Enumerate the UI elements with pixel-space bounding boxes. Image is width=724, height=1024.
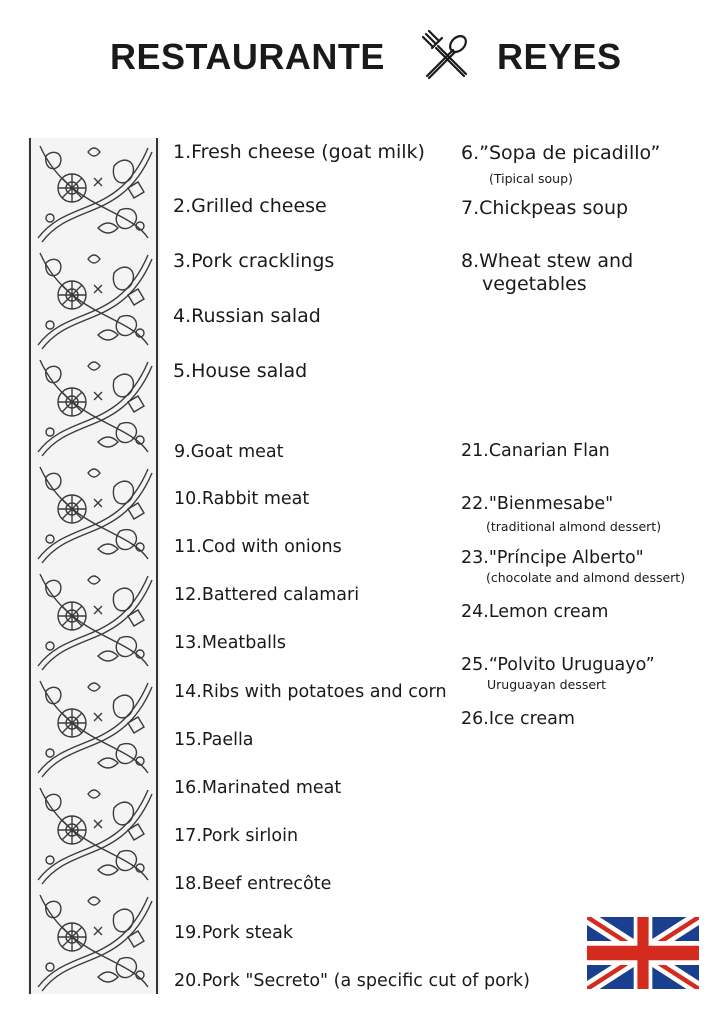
menu-item-8-line2: vegetables (482, 273, 587, 295)
menu-item-15: 15.Paella (174, 730, 254, 750)
menu-item-14: 14.Ribs with potatoes and corn (174, 682, 447, 702)
menu-item-25-note: Uruguayan dessert (487, 677, 607, 692)
menu-item-12: 12.Battered calamari (174, 585, 360, 605)
menu-item-25: 25.“Polvito Uruguayo” (461, 655, 655, 675)
menu-item-24: 24.Lemon cream (461, 602, 609, 622)
menu-item-9: 9.Goat meat (174, 442, 284, 462)
menu-item-8: 8.Wheat stew and (461, 250, 634, 272)
menu-item-22-note: (traditional almond dessert) (486, 519, 662, 534)
menu-item-17: 17.Pork sirloin (174, 826, 299, 846)
menu-item-6: 6.”Sopa de picadillo” (461, 142, 661, 164)
restaurant-title-left: RESTAURANTE (110, 36, 385, 77)
menu-item-22: 22."Bienmesabe" (461, 494, 614, 514)
floral-lace-border-icon (28, 138, 160, 994)
menu-item-1: 1.Fresh cheese (goat milk) (173, 141, 425, 163)
header (0, 30, 724, 90)
menu-item-26: 26.Ice cream (461, 709, 575, 729)
uk-flag-icon (587, 917, 699, 989)
menu-item-6-note: (Tipical soup) (489, 171, 573, 186)
menu-item-7: 7.Chickpeas soup (461, 197, 629, 219)
menu-item-16: 16.Marinated meat (174, 778, 342, 798)
menu-item-23: 23."Príncipe Alberto" (461, 548, 644, 568)
fork-and-spoon-icon (418, 30, 474, 86)
menu-item-5: 5.House salad (173, 360, 308, 382)
menu-item-10: 10.Rabbit meat (174, 489, 310, 509)
restaurant-title-right: REYES (497, 36, 622, 77)
menu-item-23-note: (chocolate and almond dessert) (486, 570, 686, 585)
menu-item-13: 13.Meatballs (174, 633, 286, 653)
menu-item-2: 2.Grilled cheese (173, 195, 327, 217)
menu-item-11: 11.Cod with onions (174, 537, 342, 557)
menu-item-19: 19.Pork steak (174, 923, 293, 943)
menu-item-3: 3.Pork cracklings (173, 250, 335, 272)
menu-item-20: 20.Pork "Secreto" (a specific cut of pork) (174, 971, 530, 991)
menu-item-4: 4.Russian salad (173, 305, 321, 327)
menu-item-18: 18.Beef entrecôte (174, 874, 332, 894)
menu-item-21: 21.Canarian Flan (461, 441, 610, 461)
